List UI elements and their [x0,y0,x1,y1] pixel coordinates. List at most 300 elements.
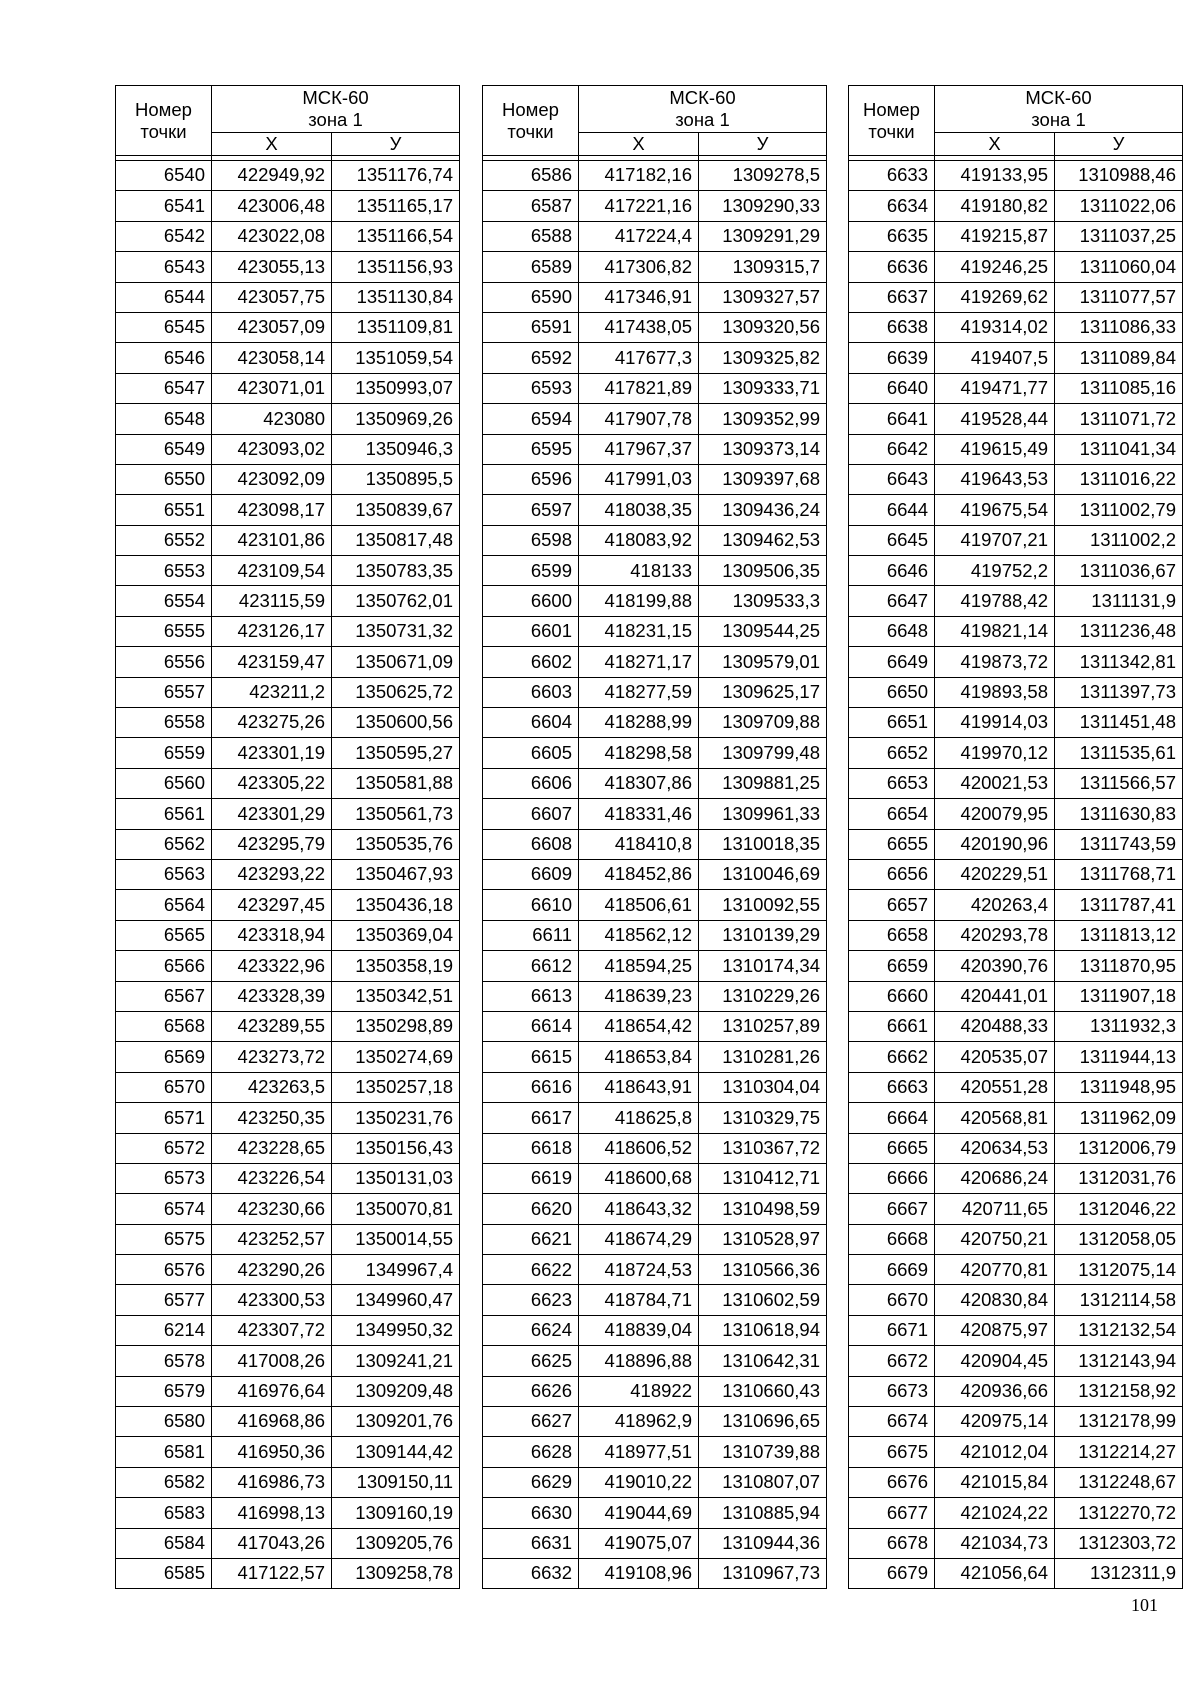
y-cell: 1351059,54 [332,343,460,373]
x-cell: 417438,05 [579,312,699,342]
y-cell: 1350561,73 [332,799,460,829]
table-row [849,586,1183,616]
x-cell: 418506,61 [579,890,699,920]
x-cell: 416950,36 [212,1437,332,1467]
y-cell: 1312303,72 [1055,1528,1183,1558]
x-cell: 416968,86 [212,1407,332,1437]
x-cell: 417677,3 [579,343,699,373]
point-number-cell: 6585 [116,1558,212,1588]
table-row [849,920,1183,950]
coordinate-system-header [212,86,460,133]
y-cell: 1309333,71 [699,373,827,403]
point-number-cell: 6659 [849,951,935,981]
table-row [483,1558,827,1588]
table-row [116,373,460,403]
table-row [116,221,460,251]
point-number-cell: 6662 [849,1042,935,1072]
x-cell: 418784,71 [579,1285,699,1315]
x-cell: 418231,15 [579,616,699,646]
x-cell: 419788,42 [935,586,1055,616]
point-number-cell: 6674 [849,1407,935,1437]
table-row [849,859,1183,889]
y-cell: 1309881,25 [699,768,827,798]
table-row [849,708,1183,738]
y-cell: 1309436,24 [699,495,827,525]
point-number-cell: 6587 [483,191,579,221]
table-row [116,616,460,646]
table-row [483,1376,827,1406]
point-number-cell: 6601 [483,616,579,646]
point-number-cell: 6570 [116,1072,212,1102]
y-cell: 1350762,01 [332,586,460,616]
point-number-cell: 6646 [849,556,935,586]
x-cell: 423109,54 [212,556,332,586]
y-cell: 1311948,95 [1055,1072,1183,1102]
table-row [483,404,827,434]
table-row [116,1498,460,1528]
y-cell: 1310696,65 [699,1407,827,1437]
point-number-cell: 6666 [849,1163,935,1193]
x-cell: 419675,54 [935,495,1055,525]
point-number-cell: 6581 [116,1437,212,1467]
y-cell: 1350298,89 [332,1011,460,1041]
x-cell: 421024,22 [935,1498,1055,1528]
x-cell: 418654,42 [579,1011,699,1041]
table-row [483,1255,827,1285]
y-cell: 1350014,55 [332,1224,460,1254]
y-cell: 1350595,27 [332,738,460,768]
x-cell: 416976,64 [212,1376,332,1406]
table-row [483,343,827,373]
x-cell: 423322,96 [212,951,332,981]
y-cell: 1309579,01 [699,647,827,677]
x-cell: 420079,95 [935,799,1055,829]
y-cell: 1312143,94 [1055,1346,1183,1376]
y-cell: 1349960,47 [332,1285,460,1315]
point-number-cell: 6545 [116,312,212,342]
y-cell: 1310367,72 [699,1133,827,1163]
table-row [116,1103,460,1133]
point-number-cell: 6623 [483,1285,579,1315]
x-cell: 417043,26 [212,1528,332,1558]
table-row [116,464,460,494]
point-number-cell: 6641 [849,404,935,434]
point-number-cell: 6608 [483,829,579,859]
point-number-header [483,86,579,156]
x-cell: 423211,2 [212,677,332,707]
x-cell: 419407,5 [935,343,1055,373]
point-number-cell: 6660 [849,981,935,1011]
x-cell: 420711,65 [935,1194,1055,1224]
y-cell: 1309709,88 [699,708,827,738]
y-cell: 1310139,29 [699,920,827,950]
coordinate-system-name: МСК-60 [1025,87,1092,108]
table-row [483,1528,827,1558]
x-cell: 418625,8 [579,1103,699,1133]
y-cell: 1350993,07 [332,373,460,403]
y-cell: 1310304,04 [699,1072,827,1102]
point-number-cell: 6572 [116,1133,212,1163]
x-cell: 423022,08 [212,221,332,251]
x-cell: 419643,53 [935,464,1055,494]
point-number-cell: 6654 [849,799,935,829]
y-cell: 1350946,3 [332,434,460,464]
point-number-cell: 6586 [483,161,579,191]
coordinate-system-header [935,86,1183,133]
table-row [483,1103,827,1133]
y-cell: 1311089,84 [1055,343,1183,373]
y-cell: 1309325,82 [699,343,827,373]
x-cell: 419528,44 [935,404,1055,434]
table-row [116,1224,460,1254]
x-cell: 418298,58 [579,738,699,768]
coordinate-system-zone: зона 1 [675,109,730,130]
point-number-cell: 6582 [116,1467,212,1497]
table-row [116,829,460,859]
x-cell: 416998,13 [212,1498,332,1528]
x-cell: 419075,07 [579,1528,699,1558]
y-cell: 1310174,34 [699,951,827,981]
y-cell: 1311870,95 [1055,951,1183,981]
point-number-cell: 6551 [116,495,212,525]
point-number-cell: 6563 [116,859,212,889]
x-cell: 423273,72 [212,1042,332,1072]
x-column-header: X [579,133,699,156]
x-column-header: X [212,133,332,156]
x-cell: 418896,88 [579,1346,699,1376]
x-cell: 417122,57 [212,1558,332,1588]
point-number-cell: 6667 [849,1194,935,1224]
y-cell: 1311768,71 [1055,859,1183,889]
point-number-cell: 6633 [849,161,935,191]
table-row [116,1437,460,1467]
point-number-cell: 6580 [116,1407,212,1437]
point-number-cell: 6664 [849,1103,935,1133]
point-number-cell: 6672 [849,1346,935,1376]
y-cell: 1311016,22 [1055,464,1183,494]
table-row [849,1194,1183,1224]
y-cell: 1350783,35 [332,556,460,586]
y-cell: 1311535,61 [1055,738,1183,768]
table-row [849,525,1183,555]
y-cell: 1309373,14 [699,434,827,464]
table-row [849,282,1183,312]
point-number-cell: 6542 [116,221,212,251]
table-row [849,1467,1183,1497]
y-cell: 1350969,26 [332,404,460,434]
y-cell: 1351130,84 [332,282,460,312]
point-number-cell: 6613 [483,981,579,1011]
point-number-cell: 6598 [483,525,579,555]
point-number-cell: 6594 [483,404,579,434]
x-cell: 419180,82 [935,191,1055,221]
coordinate-system-name: МСК-60 [669,87,736,108]
table-row [116,1376,460,1406]
x-cell: 417221,16 [579,191,699,221]
y-cell: 1350070,81 [332,1194,460,1224]
x-cell: 418606,52 [579,1133,699,1163]
table-row [116,920,460,950]
table-row [116,890,460,920]
table-row [116,1072,460,1102]
y-cell: 1311002,79 [1055,495,1183,525]
point-number-cell: 6590 [483,282,579,312]
point-number-cell: 6573 [116,1163,212,1193]
x-cell: 417224,4 [579,221,699,251]
y-cell: 1350467,93 [332,859,460,889]
point-number-cell: 6640 [849,373,935,403]
table-row [483,799,827,829]
table-row [116,768,460,798]
coordinate-system-zone: зона 1 [1031,109,1086,130]
table-row [849,951,1183,981]
x-cell: 423275,26 [212,708,332,738]
x-cell: 418674,29 [579,1224,699,1254]
x-cell: 423250,35 [212,1103,332,1133]
y-cell: 1350581,88 [332,768,460,798]
point-number-cell: 6566 [116,951,212,981]
y-cell: 1350131,03 [332,1163,460,1193]
point-number-cell: 6643 [849,464,935,494]
y-cell: 1311077,57 [1055,282,1183,312]
point-number-cell: 6607 [483,799,579,829]
y-cell: 1350817,48 [332,525,460,555]
point-number-cell: 6624 [483,1315,579,1345]
table-row [849,677,1183,707]
x-cell: 418038,35 [579,495,699,525]
point-number-cell: 6597 [483,495,579,525]
point-number-cell: 6540 [116,161,212,191]
table-row [116,1163,460,1193]
point-number-cell: 6561 [116,799,212,829]
table-row [849,1224,1183,1254]
point-number-header-line2: точки [507,120,554,142]
y-cell: 1312248,67 [1055,1467,1183,1497]
point-number-cell: 6658 [849,920,935,950]
x-cell: 423301,29 [212,799,332,829]
y-cell: 1310498,59 [699,1194,827,1224]
table-row [483,647,827,677]
table-row [483,890,827,920]
y-cell: 1309278,5 [699,161,827,191]
table-row [483,1407,827,1437]
y-cell: 1311932,3 [1055,1011,1183,1041]
coordinates-table-2 [482,85,827,1589]
x-cell: 423126,17 [212,616,332,646]
table-row [483,1224,827,1254]
y-column-header: У [699,133,827,156]
table-row [849,1346,1183,1376]
table-row [116,586,460,616]
x-cell: 423301,19 [212,738,332,768]
y-cell: 1309201,76 [332,1407,460,1437]
point-number-cell: 6661 [849,1011,935,1041]
x-cell: 418594,25 [579,951,699,981]
table-row [849,1528,1183,1558]
table-row [483,586,827,616]
x-cell: 423006,48 [212,191,332,221]
x-cell: 423115,59 [212,586,332,616]
y-cell: 1311451,48 [1055,708,1183,738]
x-cell: 418639,23 [579,981,699,1011]
y-cell: 1350625,72 [332,677,460,707]
y-cell: 1309291,29 [699,221,827,251]
y-cell: 1312031,76 [1055,1163,1183,1193]
y-cell: 1312311,9 [1055,1558,1183,1588]
table-row [483,1011,827,1041]
table-row [116,1285,460,1315]
y-cell: 1310092,55 [699,890,827,920]
x-cell: 418600,68 [579,1163,699,1193]
x-cell: 420975,14 [935,1407,1055,1437]
y-cell: 1350358,19 [332,951,460,981]
point-number-cell: 6544 [116,282,212,312]
y-cell: 1351156,93 [332,252,460,282]
x-cell: 420293,78 [935,920,1055,950]
x-cell: 420441,01 [935,981,1055,1011]
y-cell: 1350257,18 [332,1072,460,1102]
table-row [849,1558,1183,1588]
point-number-cell: 6620 [483,1194,579,1224]
point-number-cell: 6610 [483,890,579,920]
table-row [849,252,1183,282]
x-cell: 419752,2 [935,556,1055,586]
y-cell: 1350731,32 [332,616,460,646]
table-row [849,829,1183,859]
y-cell: 1310988,46 [1055,161,1183,191]
y-cell: 1310967,73 [699,1558,827,1588]
table-row [483,951,827,981]
point-number-cell: 6560 [116,768,212,798]
table-row [483,920,827,950]
x-cell: 423290,26 [212,1255,332,1285]
y-cell: 1312132,54 [1055,1315,1183,1345]
table-row [116,1528,460,1558]
y-cell: 1310642,31 [699,1346,827,1376]
table-row [483,981,827,1011]
point-number-cell: 6605 [483,738,579,768]
point-number-cell: 6599 [483,556,579,586]
x-cell: 419970,12 [935,738,1055,768]
point-number-cell: 6559 [116,738,212,768]
point-number-cell: 6621 [483,1224,579,1254]
table-row [483,1285,827,1315]
y-cell: 1311036,67 [1055,556,1183,586]
y-cell: 1312178,99 [1055,1407,1183,1437]
point-number-cell: 6676 [849,1467,935,1497]
y-cell: 1351165,17 [332,191,460,221]
table-row [116,1042,460,1072]
x-cell: 420634,53 [935,1133,1055,1163]
table-row [483,1467,827,1497]
y-cell: 1349967,4 [332,1255,460,1285]
point-number-cell: 6612 [483,951,579,981]
x-cell: 421012,04 [935,1437,1055,1467]
x-cell: 419010,22 [579,1467,699,1497]
y-cell: 1310602,59 [699,1285,827,1315]
point-number-cell: 6653 [849,768,935,798]
table-row [483,1133,827,1163]
x-cell: 419893,58 [935,677,1055,707]
x-cell: 419707,21 [935,525,1055,555]
y-cell: 1350895,5 [332,464,460,494]
point-number-cell: 6669 [849,1255,935,1285]
table-row [849,343,1183,373]
x-cell: 420551,28 [935,1072,1055,1102]
x-cell: 418643,32 [579,1194,699,1224]
table-row [849,1407,1183,1437]
point-number-cell: 6600 [483,586,579,616]
x-cell: 418133 [579,556,699,586]
x-cell: 423228,65 [212,1133,332,1163]
y-cell: 1309352,99 [699,404,827,434]
point-number-cell: 6650 [849,677,935,707]
y-cell: 1311236,48 [1055,616,1183,646]
x-cell: 423159,47 [212,647,332,677]
y-cell: 1311085,16 [1055,373,1183,403]
point-number-cell: 6645 [849,525,935,555]
x-cell: 420568,81 [935,1103,1055,1133]
x-cell: 423293,22 [212,859,332,889]
x-cell: 423058,14 [212,343,332,373]
x-cell: 420488,33 [935,1011,1055,1041]
y-cell: 1310046,69 [699,859,827,889]
table-row [483,464,827,494]
y-cell: 1310885,94 [699,1498,827,1528]
y-cell: 1351109,81 [332,312,460,342]
point-number-cell: 6214 [116,1315,212,1345]
table-row [483,1437,827,1467]
table-row [483,282,827,312]
x-cell: 423328,39 [212,981,332,1011]
x-cell: 420936,66 [935,1376,1055,1406]
y-cell: 1309150,11 [332,1467,460,1497]
point-number-cell: 6651 [849,708,935,738]
point-number-cell: 6671 [849,1315,935,1345]
x-cell: 420535,07 [935,1042,1055,1072]
point-number-header-line2: точки [868,120,915,142]
point-number-cell: 6663 [849,1072,935,1102]
point-number-cell: 6588 [483,221,579,251]
x-cell: 423101,86 [212,525,332,555]
y-cell: 1309506,35 [699,556,827,586]
point-number-cell: 6637 [849,282,935,312]
table-row [116,738,460,768]
y-cell: 1309327,57 [699,282,827,312]
x-cell: 418288,99 [579,708,699,738]
table-row [116,1346,460,1376]
x-cell: 418643,91 [579,1072,699,1102]
table-row [849,161,1183,191]
table-row [116,343,460,373]
y-cell: 1309961,33 [699,799,827,829]
point-number-header-line2: точки [140,120,187,142]
table-row [849,464,1183,494]
x-cell: 423305,22 [212,768,332,798]
y-cell: 1309462,53 [699,525,827,555]
x-cell: 423307,72 [212,1315,332,1345]
y-cell: 1312214,27 [1055,1437,1183,1467]
table-row [483,1042,827,1072]
x-cell: 423289,55 [212,1011,332,1041]
x-cell: 423226,54 [212,1163,332,1193]
x-cell: 423252,57 [212,1224,332,1254]
table-row [849,221,1183,251]
point-number-header-line1: Номер [863,98,920,120]
x-cell: 419215,87 [935,221,1055,251]
table-row [116,161,460,191]
x-cell: 419914,03 [935,708,1055,738]
